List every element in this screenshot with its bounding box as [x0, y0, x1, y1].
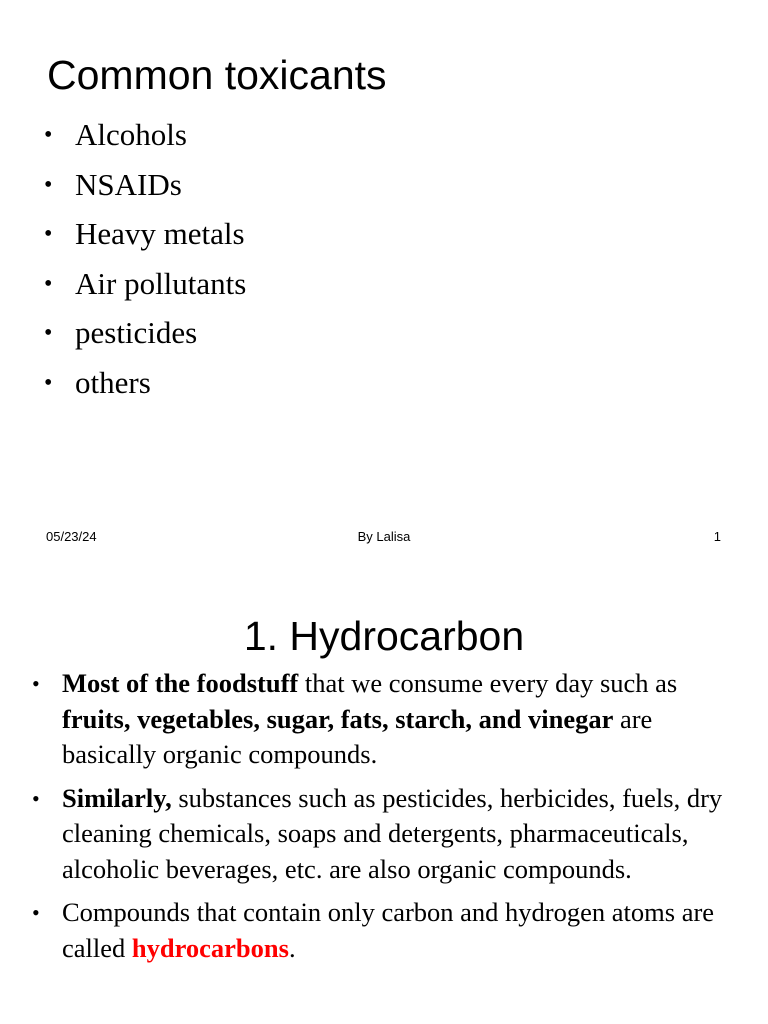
list-item: [44, 163, 246, 213]
bullet-icon: •: [32, 785, 40, 811]
body-text: are basically organic compounds.: [62, 703, 653, 769]
slide-title: Common toxicants: [47, 52, 387, 98]
highlight-text: hydrocarbons: [131, 932, 289, 963]
bold-text: Similarly,: [62, 782, 172, 813]
list-item: [44, 262, 246, 312]
bullet-icon: •: [32, 671, 40, 696]
bullet-icon: •: [44, 369, 53, 396]
bullet-paragraph: [32, 781, 732, 888]
slide-title: 1. Hydrocarbon: [243, 613, 525, 659]
body-text: that we consume every day such as: [298, 668, 678, 698]
slide-2: [0, 576, 768, 1024]
list-item-label: others: [75, 364, 151, 400]
bullet-icon: •: [44, 122, 53, 148]
body-text: Compounds that contain only carbon and hydrogen atoms are called: [62, 897, 715, 963]
bullet-icon: •: [44, 221, 53, 247]
body-text: substances such as pesticides, herbicides, fuels, dry cleaning chemicals, soaps and detergents, pharmaceuticals, alcoholic beverages, etc. are also organic compounds.: [62, 782, 723, 884]
bullet-icon: •: [32, 900, 40, 925]
list-item: [44, 311, 246, 361]
list-item: [44, 113, 246, 163]
list-item-label: Heavy metals: [75, 216, 245, 251]
footer-date: 05/23/24: [46, 529, 97, 544]
bold-text: Most of the foodstuff: [62, 668, 299, 698]
list-item-label: NSAIDs: [75, 166, 182, 202]
list-item: [44, 212, 246, 262]
bullet-icon: •: [44, 171, 53, 198]
list-item-label: Air pollutants: [75, 265, 247, 301]
list-item-label: Alcohols: [75, 117, 187, 152]
hydrocarbon-bullets: [32, 666, 732, 974]
bullet-icon: •: [44, 270, 53, 297]
footer-page-number: 1: [713, 529, 721, 544]
list-item-label: pesticides: [75, 315, 198, 350]
bullet-paragraph: [32, 666, 732, 773]
bullet-paragraph: [32, 895, 732, 966]
bullet-icon: •: [44, 320, 53, 346]
bold-text: fruits, vegetables, sugar, fats, starch, and vinegar: [62, 703, 614, 734]
footer-author: By Lalisa: [357, 529, 411, 544]
body-text: .: [288, 932, 296, 963]
toxicant-list: [44, 113, 246, 410]
list-item: [44, 361, 246, 411]
